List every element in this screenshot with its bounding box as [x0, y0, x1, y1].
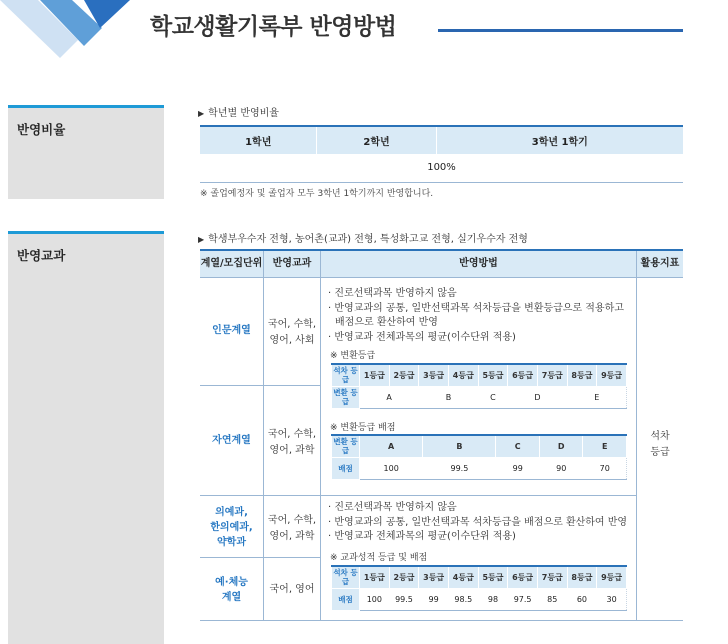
subjects-table: [200, 249, 683, 621]
group-medical: 의예과, 한의예과, 약학과: [210, 507, 253, 548]
subjects-medical: 국어, 수학, 영어, 과학: [267, 515, 317, 542]
grade-cell: D: [539, 435, 583, 457]
method-b-text: · 진로선택과목 반영하지 않음 · 반영교과의 공통, 일반선택과목 석차등급을 배점으로 환산하여 반영 · 반영교과 전체과목의 평균(이수단위 적용): [328, 502, 628, 542]
usage-indicator: 석차 등급: [650, 431, 670, 458]
grade-score-table: [331, 565, 627, 611]
score-cell: 99.5: [389, 588, 419, 610]
converted-cell: E: [567, 386, 626, 408]
ratio-bullet: ▶ 학년별 반영비율: [198, 108, 279, 119]
score-cell: 60: [567, 588, 597, 610]
score-table: [331, 434, 627, 480]
header-usage: 활용지표: [640, 258, 680, 269]
converted-cell: B: [419, 386, 478, 408]
grade-cell: 5등급: [478, 566, 508, 588]
conversion-table: [331, 363, 627, 409]
header-group: 계열/모집단위: [200, 258, 263, 269]
method-a-text: · 진로선택과목 반영하지 않음 · 반영교과의 공통, 일반선택과목 석차등급을 변환등급으로 적용하고 배점으로 환산하여 반영 · 반영교과 전체과목의 평균(이수단위 적용): [328, 288, 624, 343]
grade-cell: B: [423, 435, 496, 457]
score-cell: 100: [360, 457, 423, 479]
group-arts: 예·체능 계열: [215, 577, 248, 603]
divider: [200, 277, 683, 278]
group-humanities: 인문계열: [212, 325, 251, 336]
grade-cell: 4등급: [448, 566, 478, 588]
score-label-converted: 변환 등급: [332, 435, 360, 457]
score-cell: 100: [360, 588, 390, 610]
section-label-ratio: 반영비율: [8, 105, 164, 199]
grade-cell: 9등급: [597, 566, 627, 588]
divider: [200, 557, 320, 558]
ratio-header-3: 3학년 1학기: [436, 126, 683, 154]
divider: [200, 385, 320, 386]
score-cell: 98.5: [448, 588, 478, 610]
grade-cell: 3등급: [419, 364, 449, 386]
grade-cell: 5등급: [478, 364, 508, 386]
divider: [200, 495, 636, 496]
score-note: ※ 변환등급 배점: [330, 423, 396, 433]
grade-cell: 7등급: [537, 566, 567, 588]
grade-cell: 2등급: [389, 566, 419, 588]
header-method: 반영방법: [459, 258, 498, 269]
grade-cell: 6등급: [508, 364, 538, 386]
grade-cell: 2등급: [389, 364, 419, 386]
conv-label-converted: 변환 등급: [333, 388, 358, 406]
score-cell: 99: [496, 457, 540, 479]
score-cell: 99.5: [423, 457, 496, 479]
grade-cell: 1등급: [360, 566, 390, 588]
subjects-table-header: [200, 251, 683, 277]
score-cell: 70: [583, 457, 627, 479]
score-cell: 85: [537, 588, 567, 610]
converted-cell: A: [360, 386, 419, 408]
ratio-header-1: 1학년: [200, 126, 317, 154]
conv-label-rank: 석차 등급: [332, 364, 360, 386]
subjects-arts: 국어, 영어: [269, 584, 315, 595]
page-title: 학교생활기록부 반영방법: [150, 14, 397, 40]
ratio-value: 100%: [200, 154, 683, 182]
grade-cell: 1등급: [360, 364, 390, 386]
grade-cell: 9등급: [597, 364, 627, 386]
score-cell: 98: [478, 588, 508, 610]
ratio-table: [200, 125, 683, 183]
subjects-bullet: ▶ 학생부우수자 전형, 농어촌(교과) 전형, 특성화고교 전형, 실기우수자 전형: [198, 234, 528, 245]
conversion-note: ※ 변환등급: [330, 351, 376, 361]
grade-note: ※ 교과성적 등급 및 배점: [330, 553, 428, 563]
grade-cell: E: [583, 435, 627, 457]
header-decoration: [0, 0, 150, 60]
grade-cell: 6등급: [508, 566, 538, 588]
grade-cell: 8등급: [567, 364, 597, 386]
converted-cell: D: [508, 386, 567, 408]
grade-label-rank: 석차 등급: [332, 566, 360, 588]
subjects-science: 국어, 수학, 영어, 과학: [267, 429, 317, 456]
converted-cell: C: [478, 386, 508, 408]
grade-cell: 4등급: [448, 364, 478, 386]
subjects-humanities: 국어, 수학, 영어, 사회: [267, 319, 317, 346]
grade-cell: C: [496, 435, 540, 457]
score-cell: 99: [419, 588, 449, 610]
score-cell: 90: [539, 457, 583, 479]
grade-cell: 7등급: [537, 364, 567, 386]
ratio-header-2: 2학년: [317, 126, 436, 154]
title-underline: [438, 29, 683, 32]
header-subject: 반영교과: [272, 258, 312, 269]
grade-cell: 8등급: [567, 566, 597, 588]
score-cell: 30: [597, 588, 627, 610]
score-label-points: 배점: [332, 457, 360, 479]
grade-label-points: 배점: [332, 588, 360, 610]
ratio-note: ※ 졸업예정자 및 졸업자 모두 3학년 1학기까지 반영합니다.: [200, 189, 434, 199]
score-cell: 97.5: [508, 588, 538, 610]
grade-cell: A: [360, 435, 423, 457]
group-science: 자연계열: [212, 435, 251, 446]
section-label-subjects: 반영교과: [8, 231, 164, 644]
divider: [320, 251, 321, 621]
grade-cell: 3등급: [419, 566, 449, 588]
